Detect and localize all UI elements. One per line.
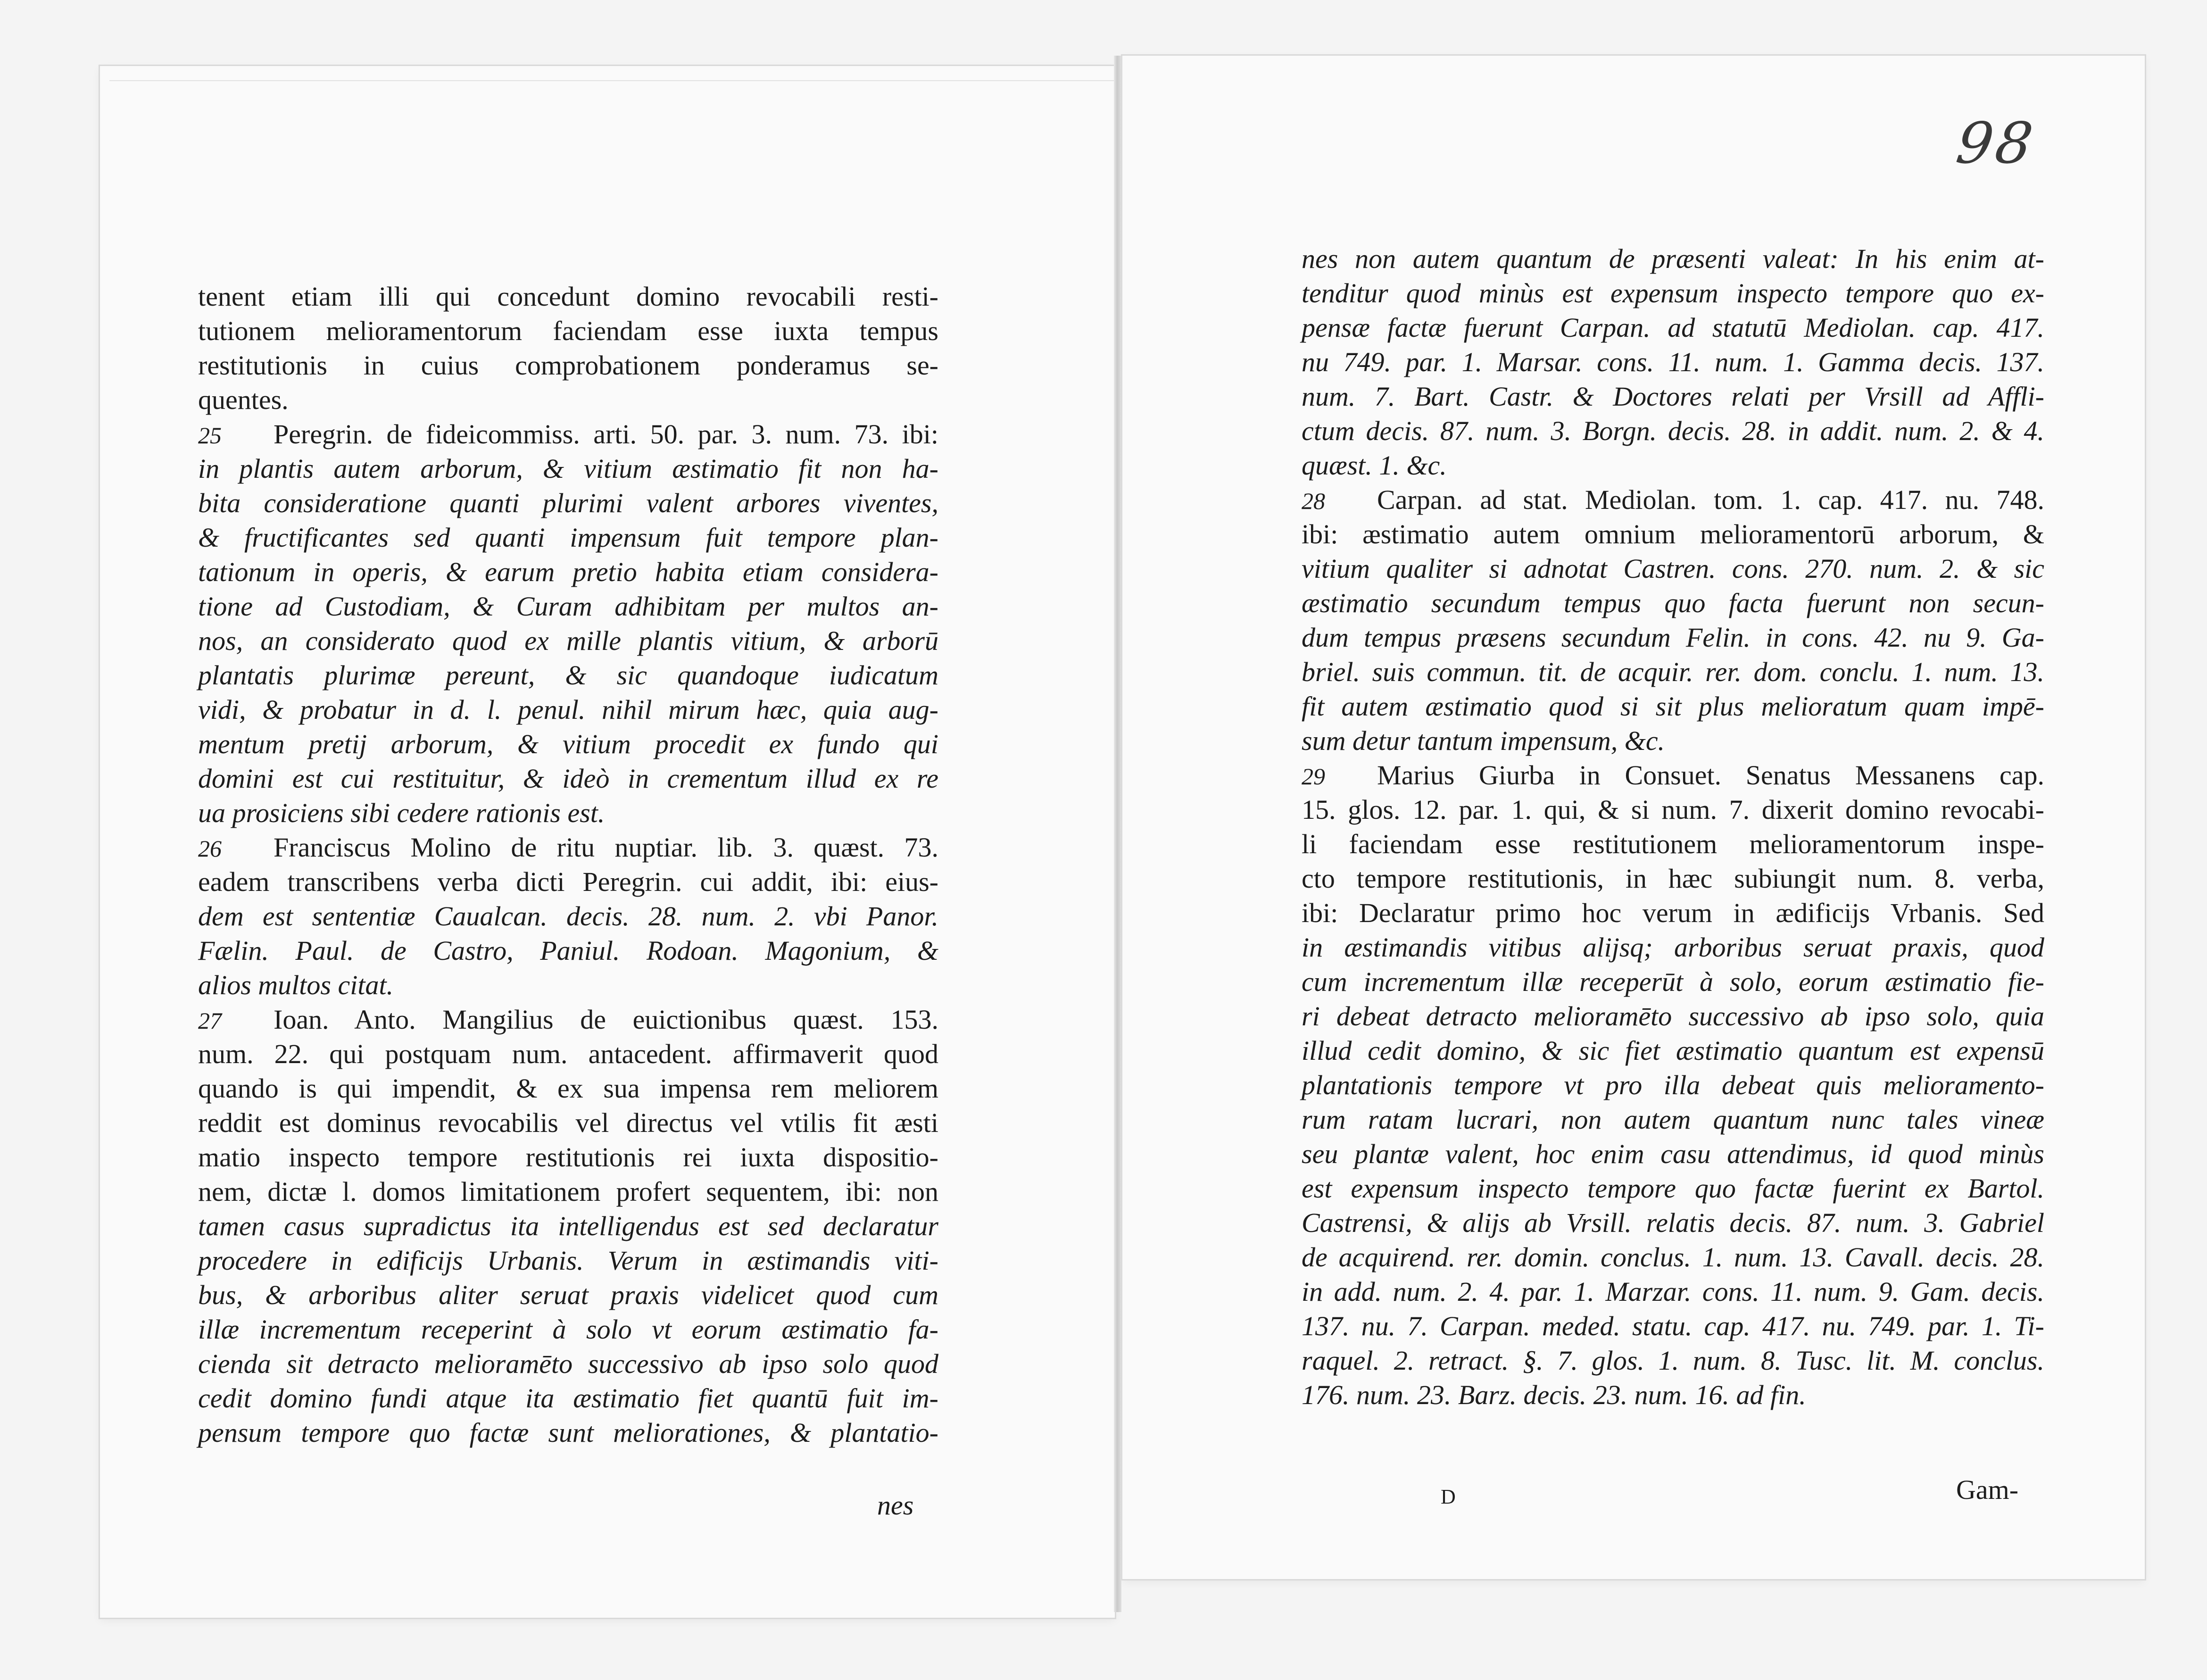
line-text: quentes. — [198, 384, 289, 415]
line-text: procedere in edificijs Urbanis. Verum in æstimandis viti- — [198, 1245, 938, 1276]
left-catchword: nes — [877, 1490, 914, 1521]
text-line — [198, 520, 938, 555]
text-line — [198, 1174, 938, 1209]
line-text: illæ incrementum receperint à solo vt eorum æstimatio fa- — [198, 1314, 938, 1345]
line-text: tione ad Custodiam, & Curam adhibitam per multos an- — [198, 591, 938, 622]
line-text: 15. glos. 12. par. 1. qui, & si num. 7. dixerit domino revocabi- — [1302, 794, 2044, 825]
text-line — [1302, 827, 2044, 861]
line-text: Castrensi, & alijs ab Vrsill. relatis decis. 87. num. 3. Gabriel — [1302, 1207, 2044, 1238]
paragraph-number: 29 — [1302, 763, 1325, 790]
text-line — [1302, 276, 2044, 310]
text-line — [1302, 1343, 2044, 1378]
line-text: Ioan. Anto. Mangilius de euictionibus quæst. 153. — [274, 1004, 938, 1035]
line-text: cum incrementum illæ receperūt à solo, eorum æstimatio fie- — [1302, 966, 2044, 997]
line-text: mentum pretij arborum, & vitium procedit ex fundo qui — [198, 729, 938, 759]
line-text: Franciscus Molino de ritu nuptiar. lib. 3. quæst. 73. — [274, 832, 938, 863]
text-line — [198, 589, 938, 624]
text-line — [198, 727, 938, 761]
paragraph-start-line — [198, 1002, 938, 1037]
line-text: bita consideratione quanti plurimi valent arbores viventes, — [198, 488, 938, 518]
line-text: plantationis tempore vt pro illa debeat quis melioramento- — [1302, 1070, 2044, 1100]
line-text: quæst. 1. &c. — [1302, 450, 1447, 481]
text-line — [198, 1140, 938, 1174]
line-text: tationum in operis, & earum pretio habita etiam considera- — [198, 557, 938, 587]
text-line — [198, 486, 938, 520]
text-line — [198, 624, 938, 658]
line-text: cienda sit detracto melioramēto successivo ab ipso solo quod — [198, 1348, 938, 1379]
right-catchword: Gam- — [1956, 1474, 2019, 1505]
line-text: tenditur quod minùs est expensum inspecto tempore quo ex- — [1302, 278, 2044, 308]
text-line — [1302, 1206, 2044, 1240]
line-text: Fælin. Paul. de Castro, Paniul. Rodoan. Magonium, & — [198, 935, 938, 966]
paragraph-number: 27 — [198, 1007, 222, 1034]
line-text: num. 22. qui postquam num. antacedent. affirmaverit quod — [198, 1039, 938, 1069]
text-line — [198, 314, 938, 348]
line-text: nos, an considerato quod ex mille plantis vitium, & arborū — [198, 625, 938, 656]
line-text: nem, dictæ l. domos limitationem profert sequentem, ibi: non — [198, 1176, 938, 1207]
text-line — [1302, 1068, 2044, 1102]
text-line — [198, 451, 938, 486]
text-line — [198, 1347, 938, 1381]
line-text: domini est cui restituitur, & ideò in crementum illud ex re — [198, 763, 938, 794]
line-text: ctum decis. 87. num. 3. Borgn. decis. 28. in addit. num. 2. & 4. — [1302, 416, 2044, 446]
line-text: Carpan. ad stat. Mediolan. tom. 1. cap. 417. nu. 748. — [1377, 484, 2044, 515]
line-text: vitium qualiter si adnotat Castren. cons. 270. num. 2. & sic — [1302, 553, 2044, 584]
right-page-text — [1302, 241, 2044, 1412]
line-text: de acquirend. rer. domin. conclus. 1. num. 13. Cavall. decis. 28. — [1302, 1242, 2044, 1272]
line-text: dum tempus præsens secundum Felin. in cons. 42. nu 9. Ga- — [1302, 622, 2044, 653]
text-line — [198, 1209, 938, 1243]
text-line — [1302, 310, 2044, 345]
text-line — [1302, 620, 2044, 655]
text-line — [198, 1071, 938, 1106]
line-text: fit autem æstimatio quod si sit plus melioratum quam impē- — [1302, 691, 2044, 722]
text-line — [1302, 1378, 2044, 1412]
line-text: Marius Giurba in Consuet. Senatus Messanens cap. — [1377, 760, 2044, 790]
folio-number: 98 — [1952, 111, 2040, 176]
line-text: reddit est dominus revocabilis vel directus vel vtilis fit æsti — [198, 1107, 938, 1138]
text-line — [198, 899, 938, 933]
line-text: tenent etiam illi qui concedunt domino revocabili resti- — [198, 281, 938, 312]
text-line — [198, 658, 938, 692]
line-text: in plantis autem arborum, & vitium æstimatio fit non ha- — [198, 453, 938, 484]
text-line — [1302, 1171, 2044, 1206]
text-line — [1302, 896, 2044, 930]
text-line — [1302, 861, 2044, 896]
text-line — [1302, 689, 2044, 724]
text-line — [1302, 586, 2044, 620]
line-text: matio inspecto tempore restitutionis rei iuxta dispositio- — [198, 1142, 938, 1173]
text-line — [198, 279, 938, 314]
text-line — [1302, 379, 2044, 414]
line-text: 176. num. 23. Barz. decis. 23. num. 16. ad fin. — [1302, 1380, 1806, 1410]
text-line — [1302, 1309, 2044, 1343]
line-text: alios multos citat. — [198, 970, 394, 1000]
text-line — [1302, 241, 2044, 276]
line-text: tamen casus supradictus ita intelligendus est sed declaratur — [198, 1211, 938, 1241]
line-text: num. 7. Bart. Castr. & Doctores relati per Vrsill ad Affli- — [1302, 381, 2044, 412]
text-line — [198, 933, 938, 968]
book-gutter — [1114, 56, 1121, 1612]
line-text: dem est sententiæ Caualcan. decis. 28. num. 2. vbi Panor. — [198, 901, 938, 931]
line-text: quando is qui impendit, & ex sua impensa rem meliorem — [198, 1073, 938, 1104]
text-line — [198, 968, 938, 1002]
text-line — [1302, 345, 2044, 379]
text-line — [1302, 792, 2044, 827]
text-line — [1302, 1240, 2044, 1274]
line-text: est expensum inspecto tempore quo factæ fuerint ex Bartol. — [1302, 1173, 2044, 1204]
line-text: briel. suis commun. tit. de acquir. rer. dom. conclu. 1. num. 13. — [1302, 657, 2044, 687]
line-text: æstimatio secundum tempus quo facta fuerunt non secun- — [1302, 588, 2044, 618]
line-text: nu 749. par. 1. Marsar. cons. 11. num. 1. Gamma decis. 137. — [1302, 347, 2044, 377]
text-line — [198, 692, 938, 727]
text-line — [198, 1278, 938, 1312]
line-text: ua prosiciens sibi cedere rationis est. — [198, 798, 605, 828]
text-line — [198, 1381, 938, 1415]
left-page-text — [198, 279, 938, 1450]
line-text: in æstimandis vitibus alijsq; arboribus seruat praxis, quod — [1302, 932, 2044, 963]
line-text: raquel. 2. retract. §. 7. glos. 1. num. 8. Tusc. lit. M. conclus. — [1302, 1345, 2044, 1376]
line-text: li faciendam esse restitutionem melioramentorum inspe- — [1302, 829, 2044, 859]
text-line — [198, 1243, 938, 1278]
text-line — [1302, 1137, 2044, 1171]
line-text: illud cedit domino, & sic fiet æstimatio quantum est expensū — [1302, 1035, 2044, 1066]
text-line — [198, 348, 938, 383]
line-text: nes non autem quantum de præsenti valeat: In his enim at- — [1302, 243, 2044, 274]
line-text: rum ratam lucrari, non autem quantum nunc tales vineæ — [1302, 1104, 2044, 1135]
text-line — [1302, 655, 2044, 689]
text-line — [1302, 551, 2044, 586]
text-line — [1302, 999, 2044, 1033]
line-text: & fructificantes sed quanti impensum fuit tempore plan- — [198, 522, 938, 553]
text-line — [1302, 930, 2044, 965]
line-text: Peregrin. de fideicommiss. arti. 50. par. 3. num. 73. ibi: — [274, 419, 938, 449]
line-text: cto tempore restitutionis, in hæc subiungit num. 8. verba, — [1302, 863, 2044, 894]
line-text: eadem transcribens verba dicti Peregrin. cui addit, ibi: eius- — [198, 866, 938, 897]
line-text: cedit domino fundi atque ita æstimatio fiet quantū fuit im- — [198, 1383, 938, 1414]
text-line — [1302, 1274, 2044, 1309]
paragraph-start-line — [198, 417, 938, 451]
text-line — [1302, 448, 2044, 482]
paragraph-start-line — [1302, 758, 2044, 792]
text-line — [1302, 1033, 2044, 1068]
line-text: ri debeat detracto melioramēto successivo ab ipso solo, quia — [1302, 1001, 2044, 1031]
paragraph-start-line — [1302, 482, 2044, 517]
text-line — [1302, 965, 2044, 999]
paragraph-start-line — [198, 830, 938, 865]
line-text: 137. nu. 7. Carpan. meded. statu. cap. 417. nu. 749. par. 1. Ti- — [1302, 1311, 2044, 1341]
line-text: seu plantæ valent, hoc enim casu attendimus, id quod minùs — [1302, 1139, 2044, 1169]
line-text: pensum tempore quo factæ sunt meliorationes, & plantatio- — [198, 1417, 938, 1448]
line-text: tutionem melioramentorum faciendam esse iuxta tempus — [198, 316, 938, 346]
line-text: ibi: Declaratur primo hoc verum in ædificijs Vrbanis. Sed — [1302, 898, 2044, 928]
line-text: sum detur tantum impensum, &c. — [1302, 725, 1665, 756]
line-text: restitutionis in cuius comprobationem ponderamus se- — [198, 350, 938, 381]
paragraph-number: 26 — [198, 835, 222, 862]
text-line — [1302, 517, 2044, 551]
paragraph-number: 25 — [198, 422, 222, 449]
text-line — [1302, 724, 2044, 758]
text-line — [198, 1312, 938, 1347]
text-line — [198, 761, 938, 796]
paragraph-number: 28 — [1302, 488, 1325, 514]
text-line — [198, 555, 938, 589]
line-text: bus, & arboribus aliter seruat praxis videlicet quod cum — [198, 1280, 938, 1310]
signature-mark: D — [1441, 1485, 1456, 1508]
line-text: plantatis plurimæ pereunt, & sic quandoque iudicatum — [198, 660, 938, 690]
text-line — [198, 796, 938, 830]
text-line — [1302, 414, 2044, 448]
line-text: ibi: æstimatio autem omnium melioramentorū arborum, & — [1302, 519, 2044, 549]
text-line — [1302, 1102, 2044, 1137]
line-text: vidi, & probatur in d. l. penul. nihil mirum hæc, quia aug- — [198, 694, 938, 725]
line-text: pensæ factæ fuerunt Carpan. ad statutū Mediolan. cap. 417. — [1302, 312, 2044, 343]
text-line — [198, 383, 938, 417]
text-line — [198, 1106, 938, 1140]
line-text: in add. num. 2. 4. par. 1. Marzar. cons. 11. num. 9. Gam. decis. — [1302, 1276, 2044, 1307]
text-line — [198, 865, 938, 899]
text-line — [198, 1037, 938, 1071]
text-line — [198, 1415, 938, 1450]
